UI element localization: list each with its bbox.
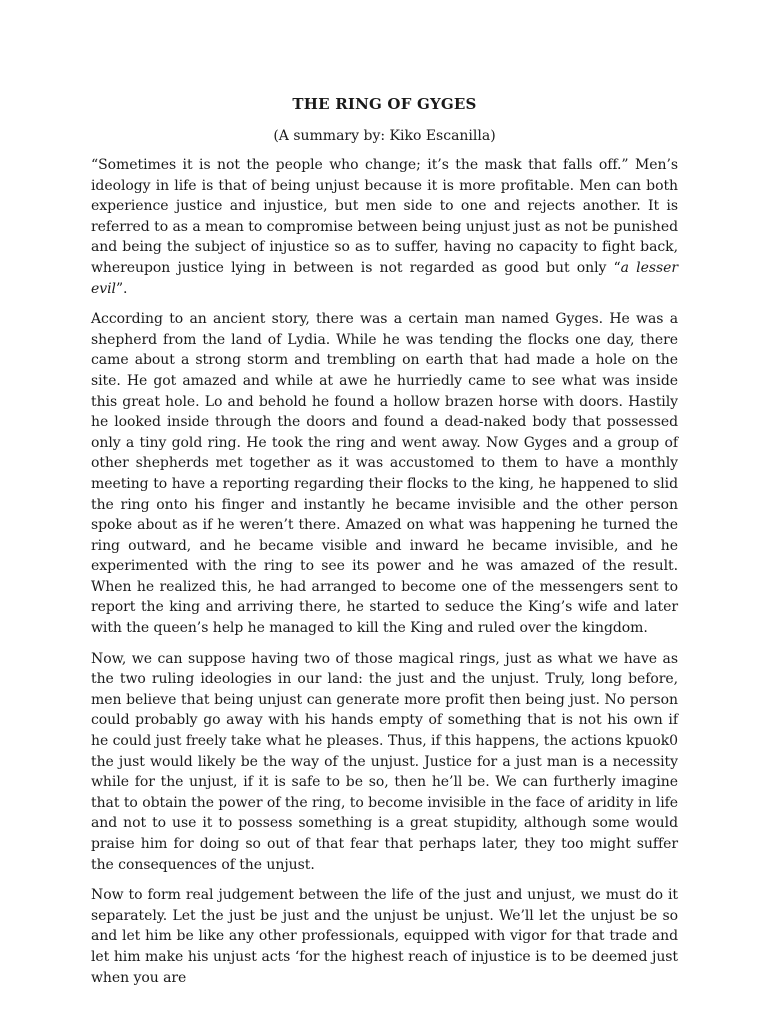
- paragraph-4: Now to form real judgement between the life of the just and unjust, we must do it separately. Let the just be just and the unjust be unjust. We’ll let the unjust be so and let him be like any other professionals, equipped with vigor for that trade and let him make his unjust acts ‘for the highest reach of injustice is to be deemed just when you are: [91, 887, 678, 986]
- paragraph-2: According to an ancient story, there was a certain man named Gyges. He was a shepherd from the land of Lydia. While he was tending the flocks one day, there came about a strong storm and trembling on earth that had made a hole on the site. He got amazed and while at awe he hurriedly came to see what was inside this great hole. Lo and behold he found a hollow brazen horse with doors. Hastily he looked inside through the doors and found a dead-naked body that possessed only a tiny gold ring. He took the ring and went away. Now Gyges and a group of other shepherds met together as it was accustomed to them to have a monthly meeting to have a reporting regarding their flocks to the king, he happened to slid the ring onto his finger and instantly he became invisible and the other person spoke about as if he weren’t there. Amazed on what was happening he turned the ring outward, and he became visible and inward he became invisible, and he experimented with the ring to see its power and he was amazed of the result. When he realized this, he had arranged to become one of the messengers sent to report the king and arriving there, he started to seduce the King’s wife and later with the queen’s help he managed to kill the King and ruled over the kingdom.: [91, 311, 678, 637]
- paragraph-1-emphasis: a lesser evil: [91, 259, 678, 297]
- paragraph-1: [91, 155, 678, 299]
- paragraph-3: Now, we can suppose having two of those magical rings, just as what we have as the two ruling ideologies in our land: the just and the unjust. Truly, long before, men believe that being unjust can generate more profit then being just. No person could probably go away with his hands empty of something that is not his own if he could just freely take what he pleases. Thus, if this happens, the actions kpuok0 the just would likely be the way of the unjust. Justice for a just man is a necessity while for the unjust, if it is safe to be so, then he’ll be. We can furtherly imagine that to obtain the power of the ring, to become invisible in the face of aridity in life and not to use it to possess something is a great stupidity, although some would praise him for doing so out of that fear that perhaps later, they too might suffer the consequences of the unjust.: [91, 650, 678, 873]
- document-byline: (A summary by: Kiko Escanilla): [273, 128, 496, 144]
- document-body: [91, 155, 678, 988]
- paragraph-1-text: “Sometimes it is not the people who change; it’s the mask that falls off.” Men’s ideology in life is that of being unjust because it is more profitable. Men can both experience justice and injustice, but men side to one and rejects another. It is referred to as a mean to compromise between being unjust just as not be punished and being the subject of injustice so as to suffer, having no capacity to fight back, whereupon justice lying in between is not regarded as good but only “: [91, 157, 678, 276]
- document-title: THE RING OF GYGES: [292, 95, 477, 113]
- paragraph-1-closing: ”.: [115, 280, 128, 297]
